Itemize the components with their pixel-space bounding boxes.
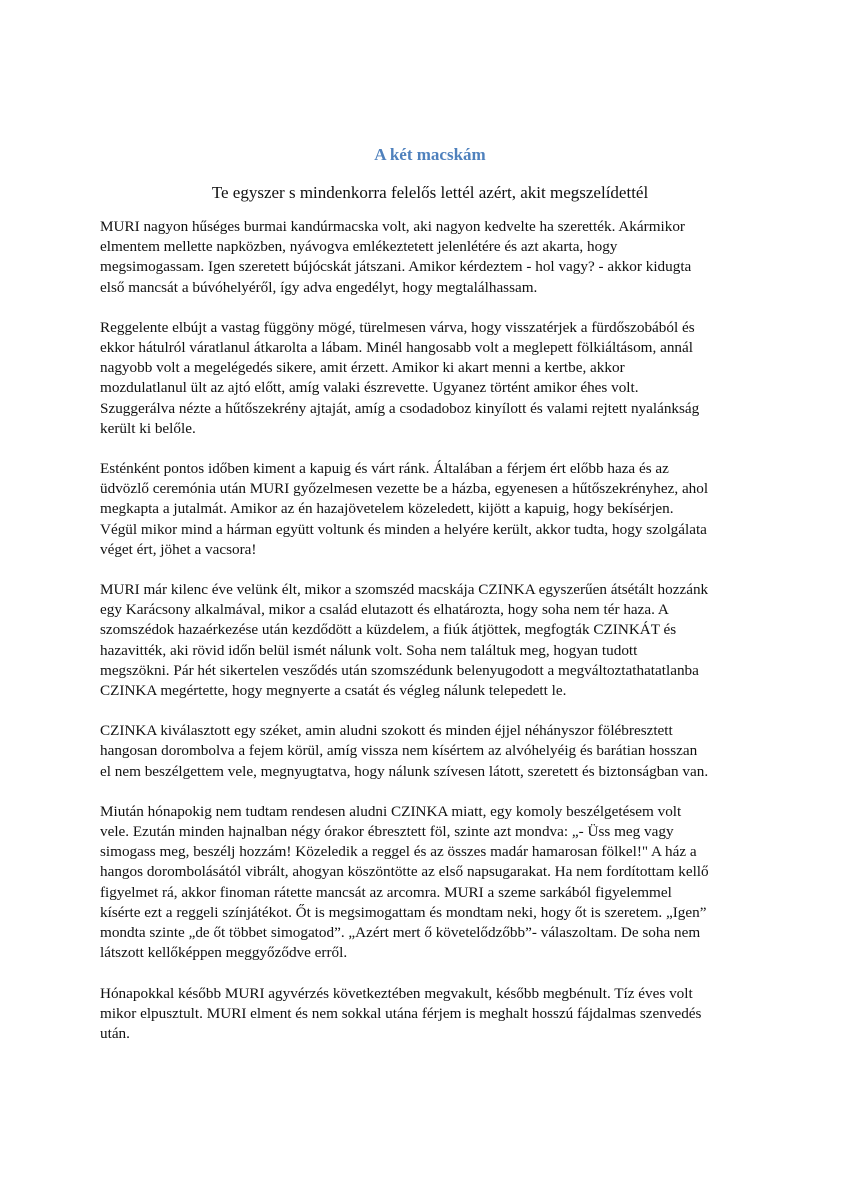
paragraph-line: MURI már kilenc éve velünk élt, mikor a szomszéd macskája CZINKA egyszerűen átsétált hozzánk bbox=[100, 581, 709, 599]
paragraph-line: elmentem mellette napközben, nyávogva emlékeztetett jelenlétére és azt akarta, hogy bbox=[100, 238, 618, 256]
paragraph-line: került ki belőle. bbox=[100, 419, 196, 437]
paragraph-line: MURI nagyon hűséges burmai kandúrmacska volt, aki nagyon kedvelte ha szerették. Akármikor bbox=[100, 218, 685, 235]
paragraph-line: CZINKA megértette, hogy megnyerte a csatát és végleg nálunk telepedett le. bbox=[100, 682, 567, 700]
paragraph-line: figyelmet rá, akkor finoman rátette mancsát az arcomra. MURI a szeme sarkából figyelemmel bbox=[100, 883, 672, 901]
paragraph-line: kísérte ezt a reggeli színjátékot. Őt is megsimogattam és mondtam neki, hogy őt is szeretem. „Igen” bbox=[100, 903, 707, 921]
paragraph-line: mikor elpusztult. MURI elment és nem sokkal utána férjem is meghalt hosszú fájdalmas szenvedés bbox=[100, 1004, 702, 1022]
paragraph-line: szomszédok hazaérkezése után kezdődött a küzdelem, a fiúk átjöttek, megfogták CZINKÁT és bbox=[100, 621, 677, 639]
document-title: A két macskám bbox=[374, 145, 486, 164]
paragraph bbox=[100, 580, 760, 701]
paragraph-line: CZINKA kiválasztott egy széket, amin aludni szokott és minden éjjel néhányszor fölébresztett bbox=[100, 722, 673, 740]
paragraph-line: Szuggerálva nézte a hűtőszekrény ajtaját, amíg a csodadoboz kinyílott és valami rejtett nyalánkság bbox=[100, 399, 700, 417]
paragraph-line: mondta szinte „de őt többet simogatod”. „Azért mert ő követelődzőbb”- válaszoltam. De soha nem bbox=[100, 924, 701, 942]
paragraph-line: Hónapokkal később MURI agyvérzés következtében megvakult, később megbénult. Tíz éves volt bbox=[100, 984, 693, 1002]
paragraph-line: hangos dorombolásától vibrált, ahogyan köszöntötte az első napsugarakat. Ha nem fordítottam kellő bbox=[100, 863, 709, 881]
paragraph-line: Végül mikor mind a hárman együtt voltunk és minden a helyére került, akkor tudta, hogy szolgálata bbox=[100, 520, 707, 538]
paragraph-line: ekkor hátulról váratlanul átkarolta a lábam. Minél hangosabb volt a meglepett fölkiáltásom, annál bbox=[100, 339, 693, 357]
paragraph-line: hazavitték, aki rövid időn belül ismét nálunk volt. Soha nem találtuk meg, hogyan tudott bbox=[100, 641, 638, 659]
paragraph-line: látszott kellőképpen meggyőződve erről. bbox=[100, 944, 348, 962]
paragraph bbox=[100, 802, 760, 964]
paragraph bbox=[100, 721, 760, 782]
paragraph-line: első mancsát a búvóhelyéről, így adva engedélyt, hogy megtalálhassam. bbox=[100, 278, 538, 296]
paragraph-line: hangosan dorombolva a fejem körül, amíg vissza nem kísértem az alvóhelyéig és barátian hosszan bbox=[100, 742, 698, 760]
paragraph-line: Reggelente elbújt a vastag függöny mögé, türelmesen várva, hogy visszatérjek a fürdőszobából és bbox=[100, 318, 695, 336]
paragraph-line: megsimogassam. Igen szeretett bújócskát játszani. Amikor kérdeztem - hol vagy? - akkor kidugta bbox=[100, 258, 692, 276]
paragraph-line: simogass meg, beszélj hozzám! Közeledik a reggel és az összes madár hamarosan fölkel!" A ház a bbox=[100, 843, 697, 861]
paragraph bbox=[100, 984, 760, 1045]
paragraph-line: után. bbox=[100, 1024, 130, 1042]
document-subtitle: Te egyszer s mindenkorra felelős lettél azért, akit megszelídettél bbox=[211, 183, 649, 202]
paragraph-line: Miután hónapokig nem tudtam rendesen aludni CZINKA miatt, egy komoly beszélgetésem volt bbox=[100, 802, 682, 820]
paragraph bbox=[100, 318, 760, 439]
paragraph bbox=[100, 459, 760, 560]
paragraph-line: egy Karácsony alkalmával, mikor a család elutazott és elhatározta, hogy soha nem tér haza. A bbox=[100, 601, 669, 619]
paragraph-line: véget ért, jöhet a vacsora! bbox=[100, 540, 257, 558]
document-page bbox=[100, 143, 760, 1064]
paragraph-line: üdvözlő ceremónia után MURI győzelmesen vezette be a házba, egyenesen a hűtőszekrényhez, ahol bbox=[100, 480, 709, 498]
paragraph-line: mozdulatlanul ült az ajtó előtt, amíg valaki észrevette. Ugyanez történt amikor éhes volt. bbox=[100, 379, 639, 397]
document-body bbox=[100, 217, 760, 1044]
paragraph-line: el nem beszélgettem vele, megnyugtatva, hogy nálunk szívesen látott, szeretett és biztonságban van. bbox=[100, 762, 709, 780]
paragraph-line: nagyobb volt a megelégedés sikere, amit érzett. Amikor ki akart menni a kertbe, akkor bbox=[100, 359, 625, 377]
paragraph-line: megszökni. Pár hét sikertelen vesződés után szomszédunk belenyugodott a megváltoztathatatlanba bbox=[100, 661, 699, 679]
paragraph-line: megkapta a jutalmát. Amikor az én hazajövetelem közeledett, kijött a kapuig, hogy bekísérjen. bbox=[100, 500, 674, 518]
paragraph-line: vele. Ezután minden hajnalban négy órakor ébresztett föl, szinte azt mondva: „- Üss meg vagy bbox=[100, 823, 674, 841]
paragraph-line: Esténként pontos időben kiment a kapuig és várt ránk. Általában a férjem ért előbb haza és az bbox=[100, 460, 669, 478]
paragraph bbox=[100, 217, 760, 298]
